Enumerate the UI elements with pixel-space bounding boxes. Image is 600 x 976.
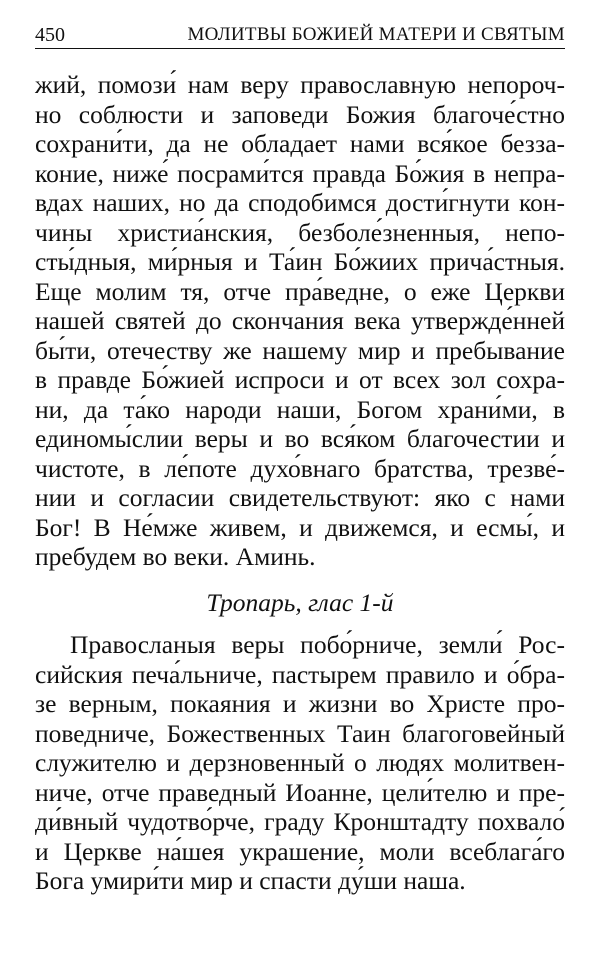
text-line: нашей святей до скончания века утвержде́нней xyxy=(35,306,565,335)
text-line: зе верным, покаяния и жизни во Христе про- xyxy=(35,689,565,718)
text-line: единомы́слии веры и во вся́ком благочестии и xyxy=(35,424,565,453)
text-line: чистоте, в ле́поте духо́внаго братства, трезве́- xyxy=(35,453,565,483)
text-line: чины христиа́нския, безболе́зненныя, непо- xyxy=(35,217,565,247)
text-line: бы́ти, отечеству же нашему мир и пребывание xyxy=(35,335,565,365)
text-line: жий, помози́ нам веру православную непороч- xyxy=(35,70,565,99)
troparion-paragraph xyxy=(35,630,565,896)
text-line: Правосланыя веры побо́рниче, земли́ Рос- xyxy=(70,630,565,659)
running-title: МОЛИТВЫ БОЖИЕЙ МАТЕРИ И СВЯТЫМ xyxy=(187,24,565,45)
text-line: поведниче, Божественных Таин благоговейный xyxy=(35,718,565,748)
text-line: Бога умири́ти мир и спасти ду́ши наша. xyxy=(35,866,466,895)
text-line: Бог! В Не́мже живем, и движемся, и есмы́, и xyxy=(35,512,565,542)
troparion-heading: Тропарь, глас 1-й xyxy=(206,588,394,617)
page-number: 450 xyxy=(35,24,65,46)
text-line: в правде Бо́жией испроси и от всех зол сохра- xyxy=(35,365,565,394)
text-line: и Церкве на́шея украшение, моли всеблага́го xyxy=(35,836,565,866)
text-line: ди́вный чудотво́рче, граду Кронштадту похвало́ xyxy=(35,807,565,836)
text-line: пребудем во веки. Аминь. xyxy=(35,542,316,571)
text-line: вдах наших, но да сподобимся дости́гнути кон- xyxy=(35,188,565,217)
text-line: сийския печа́льниче, пастырем правило и о́бра- xyxy=(35,659,565,689)
text-line: Еще молим тя, отче пра́ведне, о еже Церкви xyxy=(35,276,565,306)
text-line: коние, ниже́ посрами́тся правда Бо́жия в непра- xyxy=(35,158,565,188)
text-line: служителю и дерзновенный о людях молитвен- xyxy=(35,748,565,777)
text-line: ни, да та́ко народи наши, Богом храни́ми, в xyxy=(35,394,565,424)
text-line: сохрани́ти, да не обладает нами вся́кое безза- xyxy=(35,129,565,158)
prayer-continuation-paragraph xyxy=(35,70,565,572)
text-line: но соблюсти и заповеди Божия благоче́стно xyxy=(35,99,565,129)
text-line: нии и согласии свидетельствуют: яко с нами xyxy=(35,483,565,512)
text-line: ниче, отче праведный Иоанне, цели́телю и пре- xyxy=(35,777,565,807)
running-header xyxy=(35,22,565,49)
text-line: сты́дныя, ми́рныя и Та́ин Бо́жиих прича́стныя. xyxy=(35,247,565,276)
